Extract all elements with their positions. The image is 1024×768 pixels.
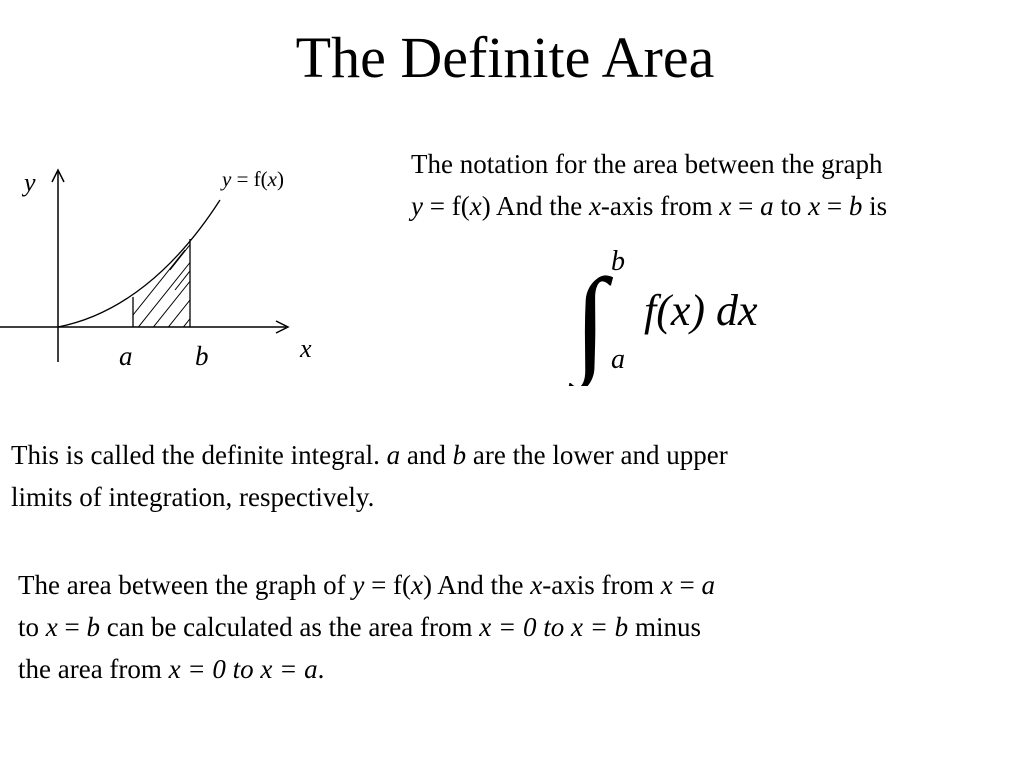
integrand: f(x) dx [644, 286, 758, 335]
calculation-line-3: the area from x = 0 to x = a. [18, 654, 325, 684]
definition-line-1: This is called the definite integral. a and b are the lower and upper [11, 440, 728, 470]
notation-line-1: The notation for the area between the graph [411, 149, 883, 179]
definite-integral [560, 236, 820, 386]
curve-label: y = f(x) [222, 167, 284, 191]
integral-upper-limit: b [611, 246, 625, 277]
calculation-line-2: to x = b can be calculated as the area from x = 0 to x = b minus [18, 612, 701, 642]
notation-text [411, 143, 887, 227]
area-hatching [90, 213, 245, 350]
area-graph [0, 150, 340, 380]
calculation-text [18, 564, 715, 690]
definition-text [11, 434, 728, 518]
x-axis-label: x [300, 334, 312, 363]
notation-line-2: y = f(x) And the x-axis from x = a to x = b is [411, 191, 888, 221]
y-axis-label: y [24, 168, 36, 197]
integral-sign: ∫ [574, 254, 607, 386]
definition-line-2: limits of integration, respectively. [11, 482, 375, 512]
upper-limit-label: b [195, 341, 209, 371]
integral-lower-limit: a [611, 344, 625, 375]
calculation-line-1: The area between the graph of y = f(x) And the x-axis from x = a [18, 570, 715, 600]
slide-title: The Definite Area [295, 25, 715, 90]
lower-limit-label: a [119, 341, 133, 371]
